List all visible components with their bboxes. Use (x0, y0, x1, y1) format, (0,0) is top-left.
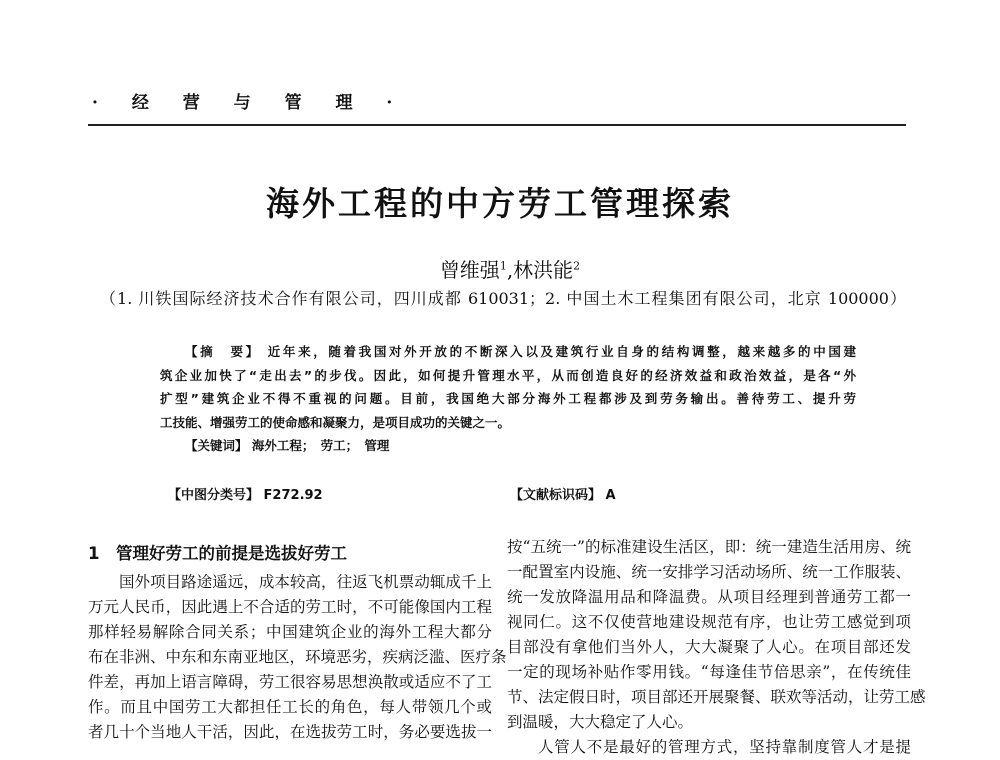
classification (168, 484, 323, 503)
body-line: 一配置室内设施、统一安排学习活动场所、统一工作服装、 (507, 563, 911, 581)
body-line: 布在非洲、中东和东南亚地区，环境恶劣，疾病泛滥、医疗条 (88, 648, 507, 666)
body-line: 人管人不是最好的管理方式，坚持靠制度管人才是提 (538, 738, 911, 756)
body-line: 目部没有拿他们当外人，大大凝聚了人心。在项目部还发 (507, 638, 911, 656)
running-header: · 经 营 与 管 理 · (92, 93, 407, 113)
author-affil-mark: 1 (499, 259, 507, 273)
body-line: 那样轻易解除合同关系；中国建筑企业的海外工程大都分 (88, 623, 492, 641)
right-column (507, 535, 926, 760)
body-line: 万元人民币，因此遇上不合适的劳工时，不可能像国内工程 (88, 598, 492, 616)
body-line: 国外项目路途遥远，成本较高，往返飞机票动辄成千上 (119, 573, 492, 591)
body-line: 按“五统一”的标准建设生活区，即：统一建造生活用房、统 (507, 538, 911, 556)
authors: 曾维强$^1$,林洪能$^2$ (439, 258, 581, 282)
author-name: 曾维强 (439, 258, 500, 282)
author-name: 林洪能 (513, 258, 574, 282)
affiliation: （1. 川铁国际经济技术合作有限公司，四川成都 610031；2. 中国土木工程集团有限公司，北京 100000） (100, 289, 906, 308)
author-affil-mark: 2 (573, 259, 581, 273)
body-line: 作。而且中国劳工大都担任工长的角色，每人带领几个或 (88, 698, 492, 716)
abstract-label: 【摘 要】 (185, 344, 261, 359)
abstract-line: 扩型”建筑企业不得不重视的问题。目前，我国绝大部分海外工程都涉及到劳务输出。善待劳工、提升劳 (160, 391, 856, 406)
body-line: 到温暖，大大稳定了人心。 (507, 713, 694, 731)
classification-label: 【中图分类号】 (168, 488, 260, 503)
keywords (160, 434, 856, 458)
body-line: 者几十个当地人干活，因此，在选拔劳工时，务必要选拔一 (88, 723, 492, 741)
doc-code-value: A (605, 488, 616, 503)
body-line: 视同仁。这不仅使营地建设规范有序，也让劳工感觉到项 (507, 613, 911, 631)
classification-value: F272.92 (263, 488, 323, 503)
body-line: 节、法定假日时，项目部还开展聚餐、联欢等活动，让劳工感 (507, 688, 926, 706)
article-title: 海外工程的中方劳工管理探索 (266, 184, 734, 223)
body-line: 统一发放降温用品和降温费。从项目经理到普通劳工都一 (507, 588, 911, 606)
section-heading: 1 管理好劳工的前提是选拔好劳工 (88, 544, 347, 563)
document-code (510, 484, 616, 503)
abstract-line: 筑企业加快了“走出去”的步伐。因此，如何提升管理水平，从而创造良好的经济效益和政治效益，是各“外 (160, 367, 856, 383)
abstract-line: 工技能、增强劳工的使命感和凝聚力，是项目成功的关键之一。 (160, 414, 511, 430)
keywords-label: 【关键词】 (185, 438, 248, 453)
header-rule (88, 124, 906, 126)
abstract (160, 340, 856, 458)
keywords-value: 海外工程； 劳工； 管理 (251, 438, 390, 453)
left-column (88, 570, 507, 745)
doc-code-label: 【文献标识码】 (510, 488, 602, 503)
body-line: 件差，再加上语言障碍，劳工很容易思想涣散或适应不了工 (88, 673, 492, 691)
body-line: 一定的现场补贴作零用钱。“每逢佳节倍思亲”，在传统佳 (507, 663, 911, 681)
abstract-line: 近年来，随着我国对外开放的不断深入以及建筑行业自身的结构调整，越来越多的中国建 (267, 344, 856, 359)
